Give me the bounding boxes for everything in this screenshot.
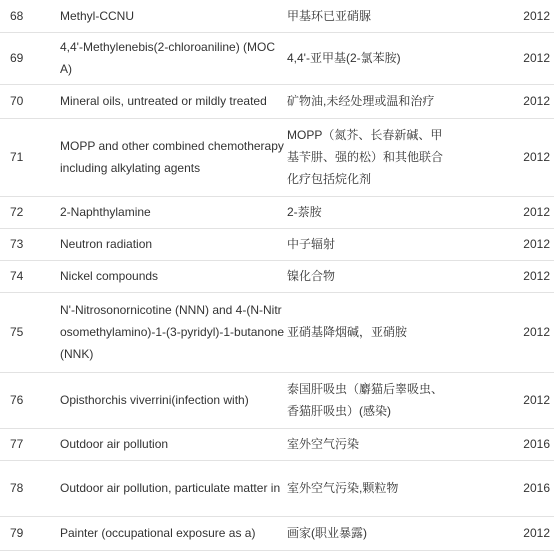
row-number: 73 <box>0 228 60 260</box>
row-number: 77 <box>0 428 60 460</box>
table-row <box>0 228 554 260</box>
agent-name: Neutron radiation <box>60 228 287 260</box>
row-number: 76 <box>0 372 60 428</box>
agent-name: Painter (occupational exposure as a) <box>60 516 287 550</box>
agent-name-chinese: 室外空气污染,颗粒物 <box>287 460 452 516</box>
row-number: 75 <box>0 292 60 372</box>
table-row <box>0 292 554 372</box>
agent-name: MOPP and other combined chemotherapy including alkylating agents <box>60 118 287 196</box>
agent-name-chinese: 画家(职业暴露) <box>287 516 452 550</box>
agent-name: N'-Nitrosonornicotine (NNN) and 4-(N-Nitrosomethylamino)-1-(3-pyridyl)-1-butanone (NNK) <box>60 292 287 372</box>
agent-name: Methyl-CCNU <box>60 0 287 32</box>
table-row <box>0 460 554 516</box>
evaluation-year: 2016 <box>452 428 554 460</box>
agent-name-chinese: 镍化合物 <box>287 260 452 292</box>
row-number: 78 <box>0 460 60 516</box>
evaluation-year: 2012 <box>452 228 554 260</box>
row-number: 70 <box>0 84 60 118</box>
agent-name: Nickel compounds <box>60 260 287 292</box>
agent-name-chinese: 泰国肝吸虫（麝猫后睾吸虫、香猫肝吸虫）(感染) <box>287 372 452 428</box>
evaluation-year: 2012 <box>452 372 554 428</box>
row-number: 74 <box>0 260 60 292</box>
agent-name-chinese: MOPP（氮芥、长春新碱、甲基苄肼、强的松）和其他联合化疗包括烷化剂 <box>287 118 452 196</box>
agent-name: Outdoor air pollution <box>60 428 287 460</box>
agent-name-chinese: 4,4'-亚甲基(2-氯苯胺) <box>287 32 452 84</box>
table-row <box>0 372 554 428</box>
evaluation-year: 2012 <box>452 32 554 84</box>
agent-name-chinese: 矿物油,未经处理或温和治疗 <box>287 84 452 118</box>
row-number: 72 <box>0 196 60 228</box>
agent-name: Outdoor air pollution, particulate matter in <box>60 460 287 516</box>
row-number: 69 <box>0 32 60 84</box>
evaluation-year: 2012 <box>452 516 554 550</box>
table-row <box>0 516 554 550</box>
agent-name-chinese: 2-萘胺 <box>287 196 452 228</box>
table-row <box>0 32 554 84</box>
agent-name-chinese: 室外空气污染 <box>287 428 452 460</box>
evaluation-year: 2016 <box>452 460 554 516</box>
table-row <box>0 84 554 118</box>
row-number: 79 <box>0 516 60 550</box>
table-row <box>0 118 554 196</box>
table-row <box>0 0 554 32</box>
agent-name: Opisthorchis viverrini(infection with) <box>60 372 287 428</box>
agent-name-chinese: 亚硝基降烟碱，亚硝胺 <box>287 292 452 372</box>
evaluation-year: 2012 <box>452 292 554 372</box>
evaluation-year: 2012 <box>452 260 554 292</box>
row-number: 68 <box>0 0 60 32</box>
evaluation-year: 2012 <box>452 118 554 196</box>
agent-name: 4,4'-Methylenebis(2-chloroaniline) (MOCA) <box>60 32 287 84</box>
evaluation-year: 2012 <box>452 196 554 228</box>
evaluation-year: 2012 <box>452 84 554 118</box>
agent-name: 2-Naphthylamine <box>60 196 287 228</box>
agent-name: Mineral oils, untreated or mildly treated <box>60 84 287 118</box>
row-number: 71 <box>0 118 60 196</box>
agent-name-chinese: 中子辐射 <box>287 228 452 260</box>
agent-name-chinese: 甲基环已亚硝脲 <box>287 0 452 32</box>
table-row <box>0 428 554 460</box>
evaluation-year: 2012 <box>452 0 554 32</box>
table-row <box>0 260 554 292</box>
table-row <box>0 196 554 228</box>
